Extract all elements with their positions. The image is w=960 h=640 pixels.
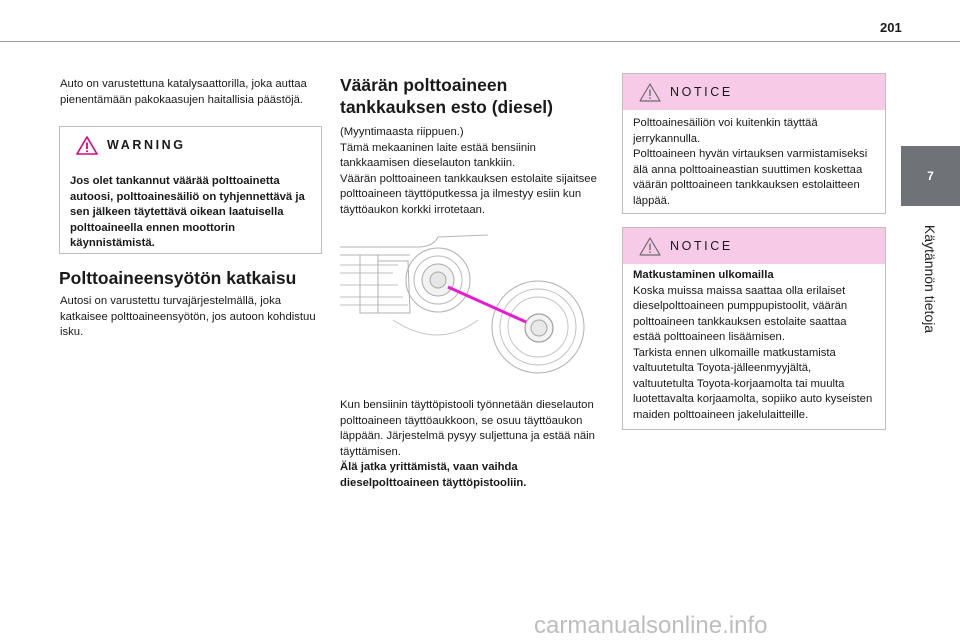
notice-box-abroad (622, 227, 886, 430)
intro-paragraph: Auto on varustettuna katalysaattorilla, joka auttaa pienentämään pakokaasujen haitallisia päästöjä. (60, 78, 307, 106)
warning-box (59, 126, 322, 254)
misfuel-heading: Väärän polttoaineen tankkauksen esto (diesel) (340, 75, 553, 117)
notice-text: Polttoainesäiliön voi kuitenkin täyttää jerrykannulla. Polttoaineen hyvän virtauksen varmistamiseksi älä anna polttoaineastian suuttimen koskettaa väärän polttoaineen tankkauksen estolaitteen läppää. (633, 117, 868, 207)
notice-triangle-icon (639, 83, 661, 102)
chapter-title: Käytännön tietoja (922, 224, 939, 334)
notice-header (623, 228, 885, 264)
header-rule (0, 41, 960, 42)
notice-label: NOTICE (670, 85, 733, 99)
footer-watermark: carmanualsonline.info (534, 612, 768, 639)
notice-header (623, 74, 885, 110)
chapter-tab[interactable]: 7 (901, 146, 960, 206)
fuel-cutoff-text: Autosi on varustettu turvajärjestelmällä, joka katkaisee polttoaineensyötön, jos autoon kohdistuu isku. (60, 295, 316, 338)
warning-label: WARNING (107, 138, 186, 152)
notice-body (623, 264, 885, 423)
misfuel-caption (340, 398, 602, 491)
fuel-cutoff-heading: Polttoaineensyötön katkaisu (59, 268, 297, 288)
notice-title: Matkustaminen ulkomailla (633, 269, 774, 281)
warning-text: Jos olet tankannut väärää polttoainetta autoosi, polttoainesäiliö on tyhjennettävä ja sen jälkeen täytettävä oikean laatuisella polttoaineella ennen moottorin käynnistämistä. (70, 175, 305, 249)
misfuel-caption-bold: Älä jatka yrittämistä, vaan vaihda dieselpolttoaineen täyttöpistooliin. (340, 461, 527, 489)
warning-triangle-icon (76, 136, 98, 155)
misfuel-caption-text: Kun bensiinin täyttöpistooli työnnetään dieselauton polttoaineen täyttöaukkoon, se osuu täyttöaukon läppään. Järjestelmä pysyy suljettuna ja estää näin täyttämisen. (340, 399, 595, 458)
notice-box-jerrycan (622, 73, 886, 214)
notice-text: Koska muissa maissa saattaa olla erilaiset dieselpolttoaineen pumppupistoolit, väärän polttoaineen tankkauksen estolaite saattaa estää polttoaineen lisäämisen. Tarkista ennen ulkomaille matkustamista valtuutetulta Toyota-jälleenmyyjältä, valtuutetulta Toyota-korjaamolta tai muulta luotettavalta korjaamolta, sopiiko auto kyseisten maiden polttoaineen jakelulaitteille. (633, 284, 873, 421)
fuel-filler-neck-illustration (338, 225, 598, 375)
misfuel-text: (Myyntimaasta riippuen.) Tämä mekaaninen laite estää bensiinin tankkaamisen dieselauton tankkiin. Väärän polttoaineen tankkauksen estolaite sijaitsee polttoaineen täyttöputkessa ja ilmestyy esiin kun täyttöaukon korkki irrotetaan. (340, 126, 597, 216)
page-number: 201 (880, 20, 902, 35)
notice-triangle-icon (639, 237, 661, 256)
notice-label: NOTICE (670, 239, 733, 253)
warning-header (60, 127, 321, 163)
